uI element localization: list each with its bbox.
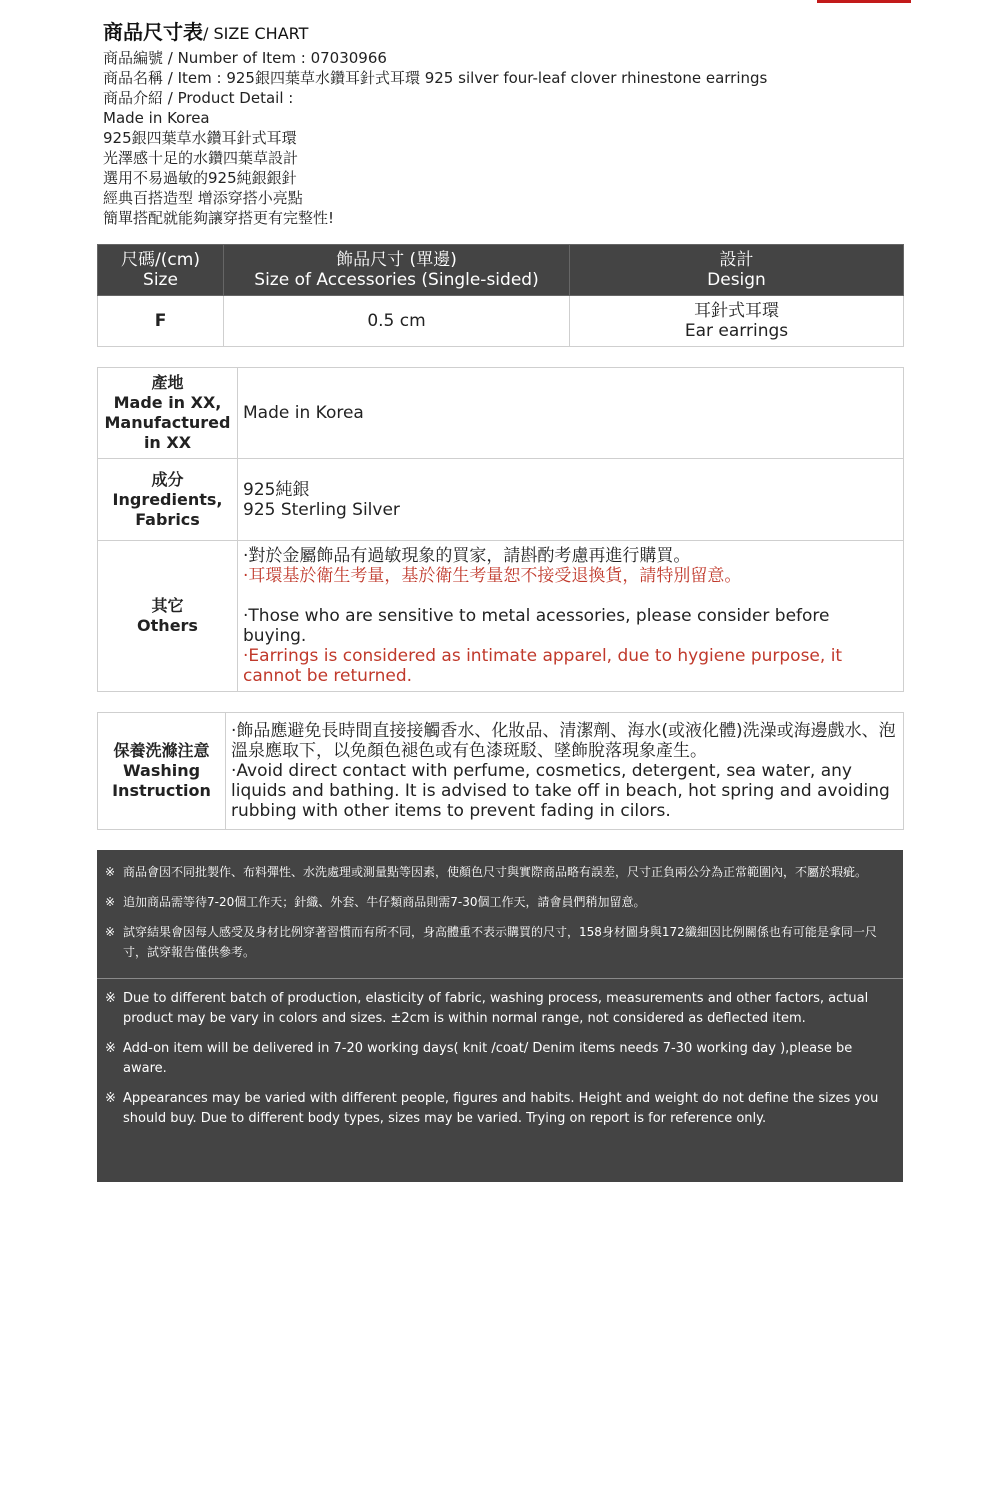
cell-design: 耳針式耳環 Ear earrings (570, 296, 904, 347)
detail-line: 經典百搭造型 增添穿搭小亮點 (103, 189, 303, 207)
others-label: 其它 Others (98, 541, 238, 692)
detail-line: 選用不易過敏的925純銀銀針 (103, 169, 297, 187)
ingredients-row (98, 459, 904, 541)
header-accessory-size: 飾品尺寸 (單邊) Size of Accessories (Single-sided) (224, 245, 570, 296)
washing-table (97, 712, 904, 830)
product-header (103, 18, 903, 228)
title-en: / SIZE CHART (203, 24, 309, 43)
detail-line: 925銀四葉草水鑽耳針式耳環 (103, 129, 297, 147)
title-zh: 商品尺寸表 (103, 20, 203, 44)
page-title (103, 18, 903, 48)
note-item: ※ Appearances may be varied with different people, figures and habits. Height and weight do not define the sizes you should buy. Due to different body types, sizes may be varied. Trying on report is for reference only. (105, 1091, 879, 1126)
note-item: ※ 試穿結果會因每人感受及身材比例穿著習慣而有所不同，身高體重不表示購買的尺寸，158身材圖身與172纖細因比例關係也有可能是拿同一尺寸，試穿報告僅供參考。 (105, 925, 877, 959)
washing-row (98, 713, 904, 830)
cell-size: F (98, 296, 224, 347)
table-row (98, 296, 904, 347)
item-number: 商品編號 / Number of Item : 07030966 (103, 49, 387, 67)
ingredients-value: 925純銀 925 Sterling Silver (238, 459, 904, 541)
note-item: ※ 商品會因不同批製作、布料彈性、水洗處理或測量點等因素，使顏色尺寸與實際商品略有誤差，尺寸正負兩公分為正常範圍內，不屬於瑕疵。 (105, 865, 868, 879)
notes-panel (97, 850, 903, 1182)
origin-value: Made in Korea (238, 368, 904, 459)
detail-line: 簡單搭配就能夠讓穿搭更有完整性! (103, 209, 335, 227)
note-item: ※ Add-on item will be delivered in 7-20 working days( knit /coat/ Denim items needs 7-30 working day ),please be aware. (105, 1041, 853, 1076)
header-design: 設計 Design (570, 245, 904, 296)
info-table (97, 367, 904, 692)
origin-label: 產地 Made in XX, Manufactured in XX (98, 368, 238, 459)
ingredients-label: 成分 Ingredients, Fabrics (98, 459, 238, 541)
cell-accessory-size: 0.5 cm (224, 296, 570, 347)
note-item: ※ Due to different batch of production, elasticity of fabric, washing process, measurements and other factors, actual product may be vary in colors and sizes. ±2cm is within normal range, not considered as deflected item. (105, 991, 869, 1026)
notes-zh (97, 850, 903, 979)
others-row (98, 541, 904, 692)
accent-bar (817, 0, 911, 3)
header-size: 尺碼/(cm) Size (98, 245, 224, 296)
washing-value: ·飾品應避免長時間直接接觸香水、化妝品、清潔劑、海水(或液化體)洗澡或海邊戲水、泡溫泉應取下，以免顏色褪色或有色漆斑駁、墜飾脫落現象產生。 ·Avoid direct contact with perfume, cosmetics, detergent, sea water, any liquids and bathing. It is advised to take off in beach, hot spring and avoiding rubbing with other items to prevent fading in cilors. (226, 713, 904, 830)
detail-line: Made in Korea (103, 109, 210, 127)
origin-row (98, 368, 904, 459)
notes-en (97, 979, 903, 1145)
size-table-header (98, 245, 904, 296)
size-table (97, 244, 904, 347)
others-value: ·對於金屬飾品有過敏現象的買家，請斟酌考慮再進行購買。 ·耳環基於衛生考量，基於衛生考量恕不接受退換貨，請特別留意。 ·Those who are sensitive to metal acessories, please consider before buying. ·Earrings is considered as intimate apparel, due to hygiene purpose, it cannot be returned. (238, 541, 904, 692)
item-name: 商品名稱 / Item : 925銀四葉草水鑽耳針式耳環 925 silver four-leaf clover rhinestone earrings (103, 69, 768, 87)
detail-line: 光澤感十足的水鑽四葉草設計 (103, 149, 299, 167)
note-item: ※ 追加商品需等待7-20個工作天；針織、外套、牛仔類商品則需7-30個工作天，請會員們稍加留意。 (105, 895, 646, 909)
product-detail-label: 商品介紹 / Product Detail : (103, 89, 294, 107)
washing-label: 保養洗滌注意 Washing Instruction (98, 713, 226, 830)
